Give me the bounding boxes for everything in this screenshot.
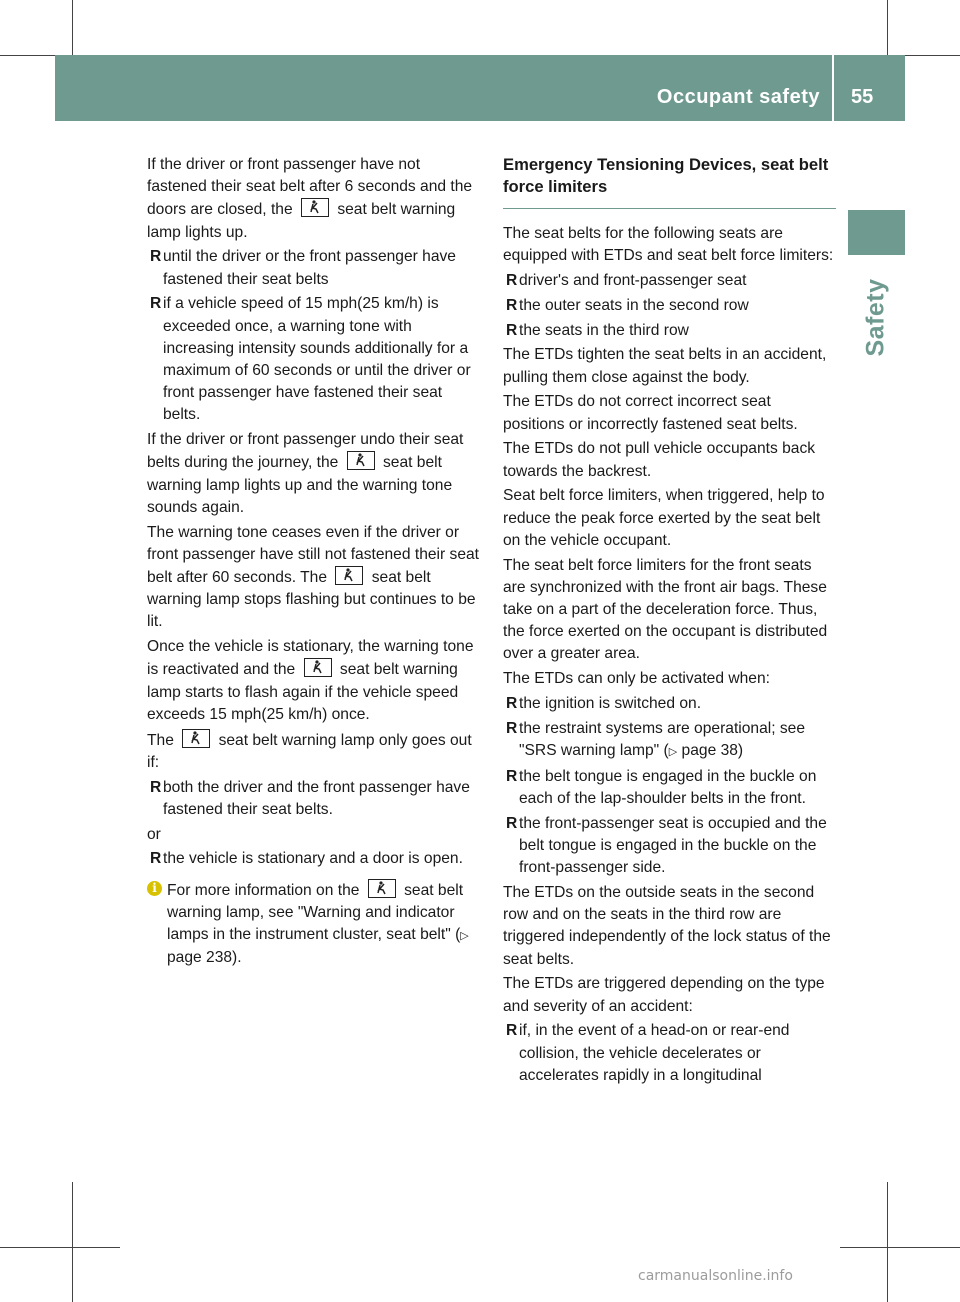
list-item: R the ignition is switched on. — [506, 695, 702, 712]
right-column — [503, 154, 836, 1090]
seat-belt-warning-lamp-icon — [301, 198, 329, 217]
page-ref-arrow-icon: ▷ — [668, 746, 678, 758]
paragraph: Once the vehicle is stationary, the warning tone is reactivated and the seat belt warning lamp starts to flash again if the vehicle speed exceeds 15 mph(25 km/h) once. — [147, 638, 474, 723]
paragraph: The ETDs do not pull vehicle occupants back towards the backrest. — [503, 440, 816, 480]
paragraph: The ETDs can only be activated when: — [503, 670, 770, 688]
list-item: R driver's and front-passenger seat — [506, 272, 747, 289]
paragraph: The ETDs on the outside seats in the second row and on the seats in the third row are triggered independently of the lock status of the seat belts. — [503, 884, 831, 968]
list-item: R if a vehicle speed of 15 mph(25 km/h) is exceeded once, a warning tone with increasing intensity sounds additionally for a maximum of 60 seconds or until the driver or front passenger have fastened their seat belts. — [150, 295, 471, 424]
list-item: R the restraint systems are operational; see "SRS warning lamp" (▷ page 38) — [506, 719, 806, 759]
page-number: 55 — [851, 86, 874, 108]
bullet-list — [147, 848, 483, 870]
bullet-list — [147, 246, 483, 426]
side-tab-label: Safety — [862, 277, 891, 357]
paragraph: If the driver or front passenger undo their seat belts during the journey, the seat belt warning lamp lights up and the warning tone sounds again. — [147, 431, 464, 516]
info-icon: i — [147, 881, 162, 896]
paragraph: The ETDs are triggered depending on the type and severity of an accident: — [503, 975, 825, 1015]
bullet-list — [503, 693, 836, 879]
heading-rule — [503, 208, 836, 209]
seat-belt-warning-lamp-icon — [335, 566, 363, 585]
page-ref-arrow-icon: ▷ — [460, 930, 469, 943]
header-divider — [832, 55, 834, 121]
crop-mark — [0, 1247, 120, 1248]
list-item: R both the driver and the front passenger have fastened their seat belts. — [150, 778, 470, 818]
bullet-list — [503, 270, 836, 342]
list-item: R the front-passenger seat is occupied and the belt tongue is engaged in the buckle on the front-passenger side. — [506, 814, 827, 877]
list-item: R the outer seats in the second row — [506, 296, 749, 314]
page-reference-link[interactable]: page 238). — [167, 949, 242, 967]
section-title: Occupant safety — [656, 86, 820, 108]
list-item: R the belt tongue is engaged in the buckle on each of the lap-shoulder belts in the front. — [506, 767, 817, 807]
paragraph: The seat belt warning lamp only goes out if: — [147, 729, 483, 774]
crop-mark — [72, 1182, 73, 1302]
list-item: R the vehicle is stationary and a door is open. — [150, 850, 463, 868]
or-text: or — [147, 825, 161, 843]
seat-belt-warning-lamp-icon — [304, 658, 332, 677]
seat-belt-warning-lamp-icon — [347, 451, 375, 470]
list-item: R if, in the event of a head-on or rear-end collision, the vehicle decelerates or accelerates rapidly in a longitudinal — [506, 1022, 790, 1084]
list-item: R the seats in the third row — [506, 321, 689, 339]
seat-belt-warning-lamp-icon — [368, 879, 396, 898]
crop-mark — [840, 1247, 960, 1248]
bullet-list — [503, 1020, 836, 1087]
crop-mark — [887, 1182, 888, 1302]
paragraph: The seat belts for the following seats are equipped with ETDs and seat belt force limiters: — [503, 225, 834, 265]
paragraph: Seat belt force limiters, when triggered, help to reduce the peak force exerted by the seat belt on the vehicle occupant. — [503, 487, 825, 549]
paragraph: The ETDs tighten the seat belts in an accident, pulling them close against the body. — [503, 346, 827, 386]
page-reference-link[interactable]: page 38) — [681, 742, 744, 759]
list-item: R until the driver or the front passenger have fastened their seat belts — [150, 248, 456, 288]
bullet-list — [147, 777, 483, 821]
paragraph: The seat belt force limiters for the front seats are synchronized with the front air bags. These take on a part of the deceleration force. Thus, the force exerted on the occupant is distributed over a greater area. — [503, 556, 828, 663]
watermark-text: carmanualsonline.info — [638, 1268, 793, 1284]
seat-belt-warning-lamp-icon — [182, 729, 210, 748]
paragraph: The ETDs do not correct incorrect seat positions or incorrectly fastened seat belts. — [503, 393, 798, 433]
paragraph: The warning tone ceases even if the driver or front passenger have still not fastened their seat belt after 60 seconds. The seat belt warning lamp stops flashing but continues to be lit. — [147, 523, 479, 631]
left-column — [147, 154, 483, 969]
info-note: i For more information on the seat belt warning lamp, see "Warning and indicator lamps in the instrument cluster, seat belt" (▷ page 238). — [147, 879, 483, 970]
side-tab-marker — [848, 210, 905, 255]
paragraph: If the driver or front passenger have not fastened their seat belt after 6 seconds and the doors are closed, the seat belt warning lamp lights up. — [147, 156, 473, 241]
section-heading: Emergency Tensioning Devices, seat belt force limiters — [503, 155, 829, 196]
